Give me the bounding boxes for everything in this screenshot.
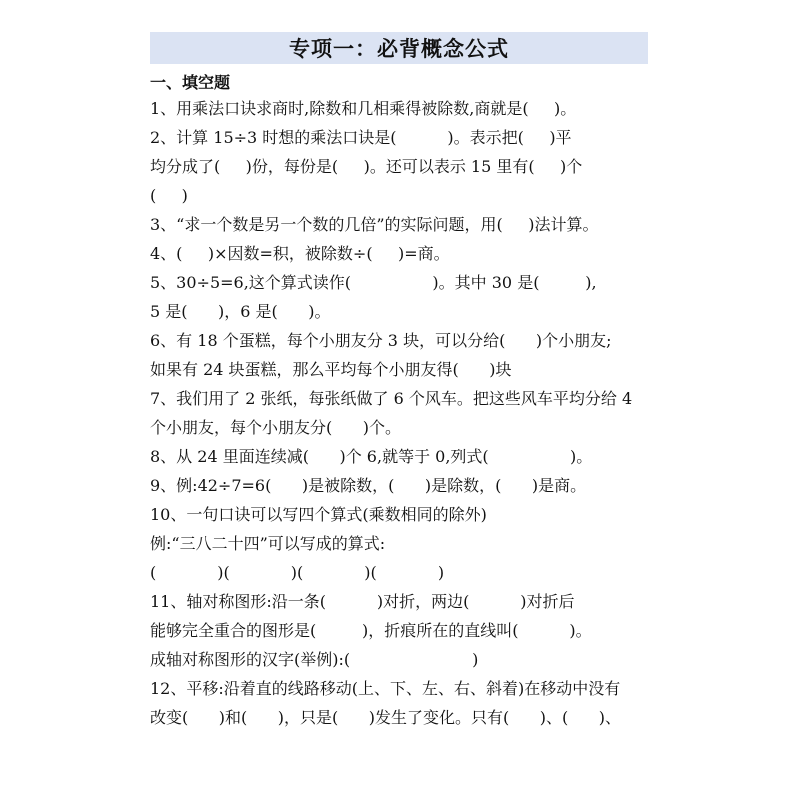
question-list xyxy=(150,94,660,732)
question-line: 8、从 24 里面连续减( )个 6,就等于 0,列式( )。 xyxy=(150,447,593,466)
question-line: 10、一句口诀可以写四个算式(乘数相同的除外) xyxy=(150,505,487,524)
question-line: 5、30÷5=6,这个算式读作( )。其中 30 是( ), xyxy=(150,273,597,292)
question-line: 9、例:42÷7=6( )是被除数，( )是除数，( )是商。 xyxy=(150,476,587,495)
question-line: 例:“三八二十四”可以写成的算式: xyxy=(150,534,386,553)
question-line: 6、有 18 个蛋糕，每个小朋友分 3 块，可以分给( )个小朋友; xyxy=(150,331,612,350)
question-line: 成轴对称图形的汉字(举例):( ) xyxy=(150,650,479,669)
question-line: 均分成了( )份，每份是( )。还可以表示 15 里有( )个 xyxy=(150,157,583,176)
question-line: 11、轴对称图形:沿一条( )对折，两边( )对折后 xyxy=(150,592,575,611)
question-line: 如果有 24 块蛋糕，那么平均每个小朋友得( )块 xyxy=(150,360,512,379)
question-line: 4、( )×因数=积，被除数÷( )=商。 xyxy=(150,244,450,263)
question-line: 12、平移:沿着直的线路移动(上、下、左、右、斜着)在移动中没有 xyxy=(150,679,621,698)
question-line: ( )( )( )( ) xyxy=(150,563,445,582)
title-banner xyxy=(150,32,648,64)
question-line: 能够完全重合的图形是( )，折痕所在的直线叫( )。 xyxy=(150,621,592,640)
page-title: 专项一：必背概念公式 xyxy=(289,37,509,61)
question-line: 5 是( )，6 是( )。 xyxy=(150,302,331,321)
section-heading: 一、填空题 xyxy=(150,73,231,92)
question-line: 3、“求一个数是另一个数的几倍”的实际问题，用( )法计算。 xyxy=(150,215,599,234)
question-line: 1、用乘法口诀求商时,除数和几相乘得被除数,商就是( )。 xyxy=(150,99,577,118)
question-line: 个小朋友，每个小朋友分( )个。 xyxy=(150,418,402,437)
question-line: 2、计算 15÷3 时想的乘法口诀是( )。表示把( )平 xyxy=(150,128,572,147)
question-line: ( ) xyxy=(150,186,188,205)
question-line: 7、我们用了 2 张纸，每张纸做了 6 个风车。把这些风车平均分给 4 xyxy=(150,389,633,408)
question-line: 改变( )和( )，只是( )发生了变化。只有( )、( )、 xyxy=(150,708,622,727)
